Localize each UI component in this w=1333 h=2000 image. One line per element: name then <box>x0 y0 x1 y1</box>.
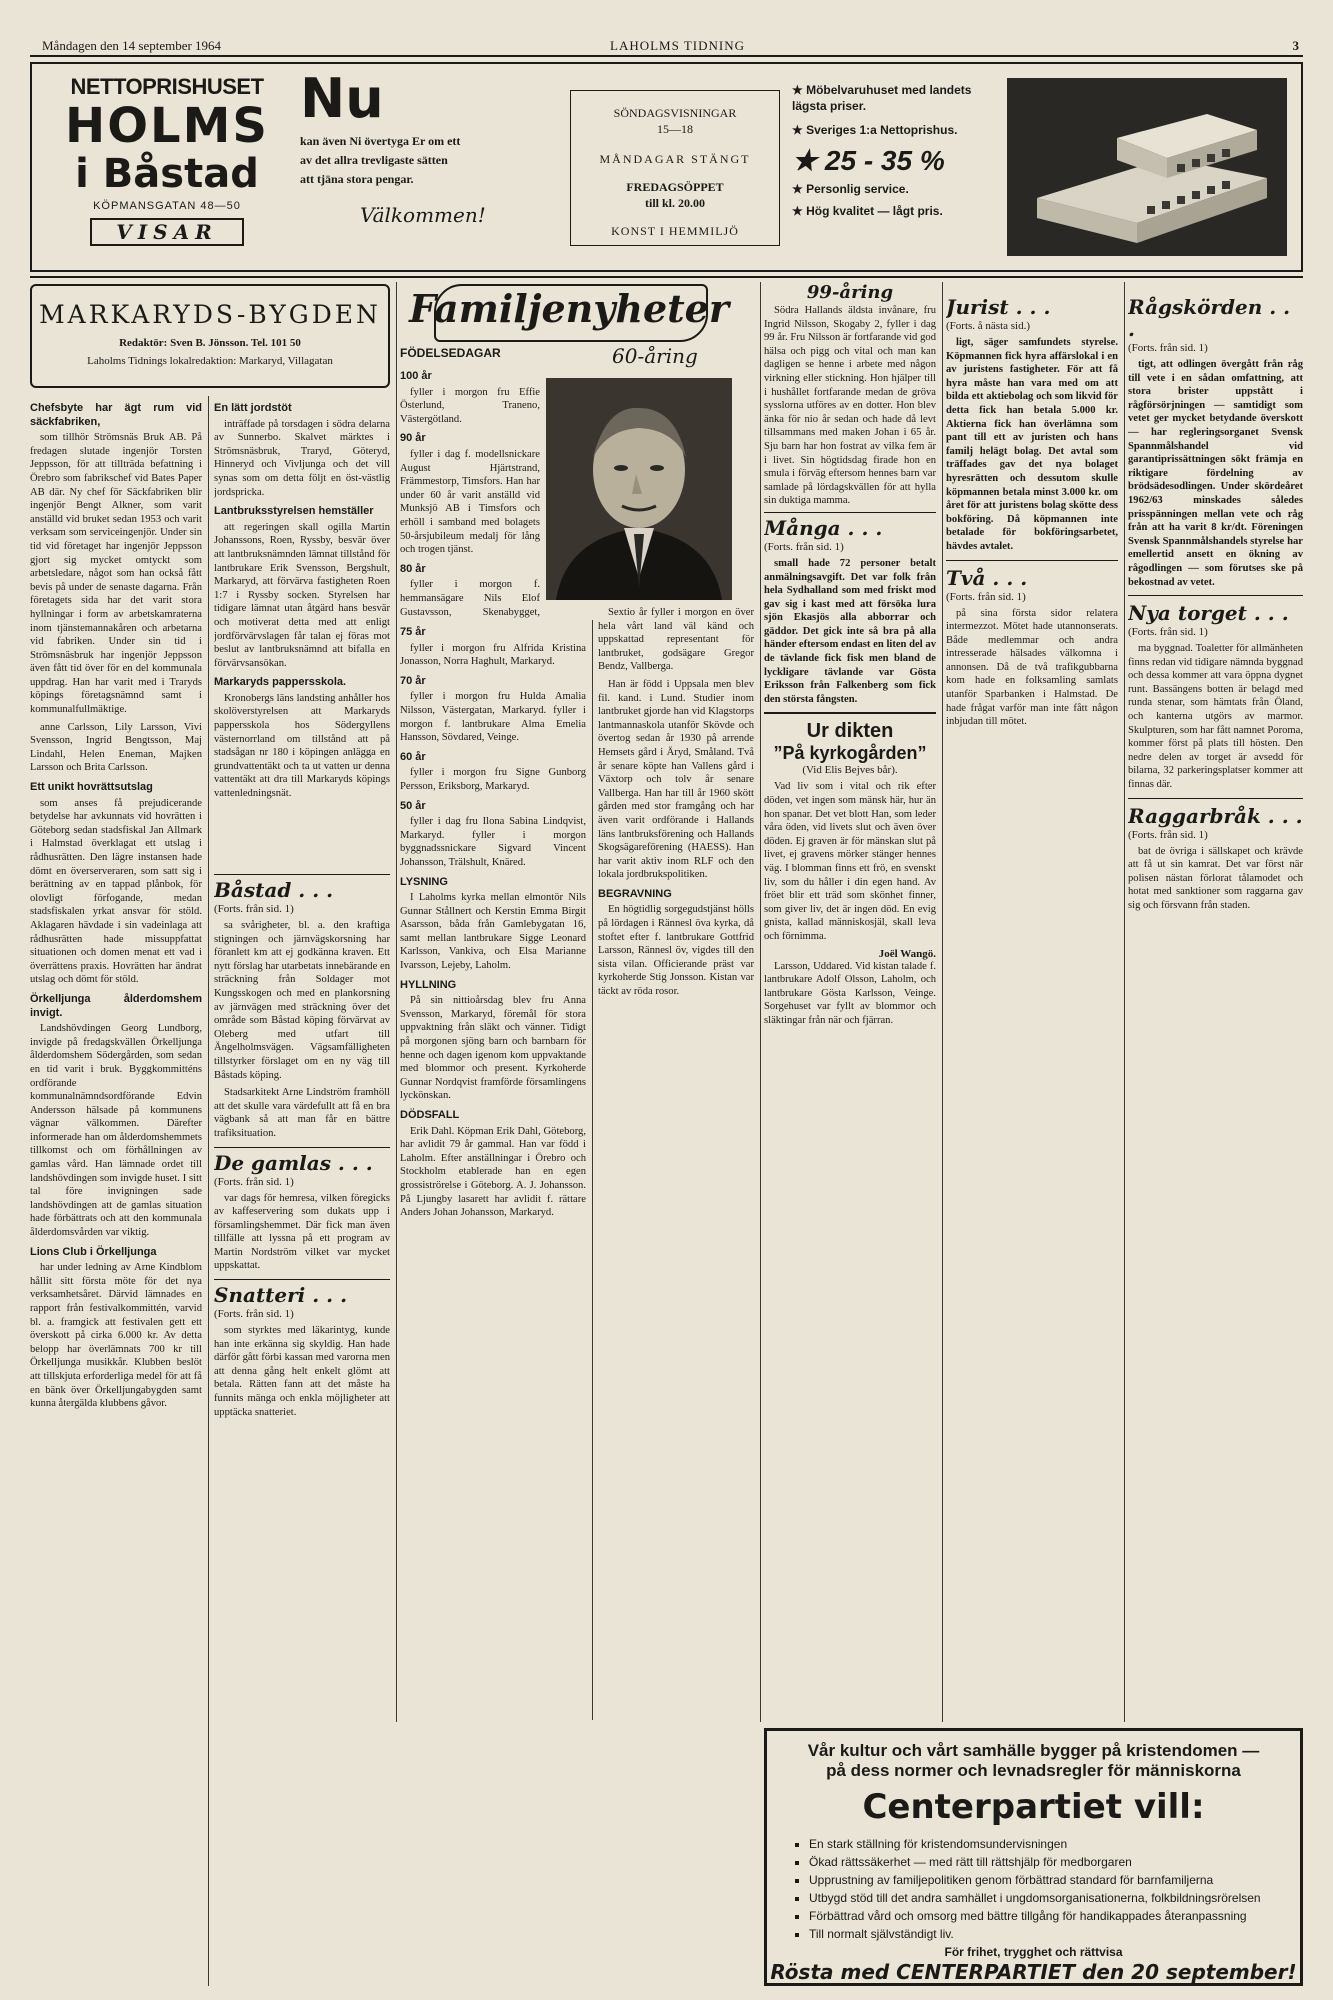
m2-h2: Markaryds pappersskola. <box>214 676 347 689</box>
manga-text: small hade 72 personer betalt anmälningsavgift. Det var folk från hela Sydhalland som med friskt mod gav sig i kast med att försöka lura sjön Ekasjös alla abborrar och gäddor. Det gick inte så bra på alla händer eftersom endast en liten del av de tävlande fick fisk men bland de lyckligare tävlande var Gösta Eriksson från Falkenberg som fick den största fångsten. <box>764 557 936 705</box>
holms-welcome: Välkommen! <box>360 203 486 227</box>
monday-label: MÅNDAGAR STÄNGT <box>599 152 751 166</box>
holms-address: KÖPMANSGATAN 48—50 <box>93 200 241 212</box>
familjenyheter-title: Familjenyheter <box>409 286 729 331</box>
tva-title: Två . . . <box>946 565 1028 590</box>
f-h7: LYSNING <box>400 875 448 888</box>
m2-p0: inträffade på torsdagen i södra delarna av Sunnerbo. Skalvet märktes i Strömsnäsbruk, Traryd, Göteryd, Hinneryd och Vivljunga och det vill synas som om detta följt en öst-västlig jordspricka. <box>214 418 390 498</box>
cp-slogan: För frihet, trygghet och rättvisa <box>944 1945 1123 1959</box>
familj-column-b <box>598 606 754 1720</box>
column-divider <box>760 282 761 1722</box>
cp-item-3: ▪ Utbygd stöd till det andra samhället i ungdomsorganisationerna, folkbildningsrörelsen <box>809 1889 1300 1907</box>
column-divider <box>396 282 397 1722</box>
markaryd-editor: Redaktör: Sven B. Jönsson. Tel. 101 50 <box>119 337 301 349</box>
manga-forts: (Forts. från sid. 1) <box>764 540 844 553</box>
f-p8: På sin nittioårsdag blev fru Anna Svensson, Markaryd, föremål för stora uppvaktning från släkt och vänner. Tidigt på morgonen sjöng barn och barnbarn för henne och dagen igenom kom uppvaktande med blommor och present. Kyrkoherde Gunnar Nordqvist framförde församlingens lyckönskan. <box>400 995 586 1102</box>
n99-title: 99-åring <box>806 282 894 303</box>
ur-sign: Joël Wangö. <box>878 947 936 960</box>
familj-column-a-top <box>400 364 540 620</box>
snatteri-title: Snatteri . . . <box>214 1283 348 1308</box>
f-p5: fyller i morgon fru Signe Gunborg Persson, Eriksborg, Markaryd. <box>400 767 586 792</box>
ad-bottom-rule <box>30 276 1303 278</box>
f-p6: fyller i dag fru Ilona Sabina Lindqvist, Markaryd. fyller i morgon byggnadssnickare Sigvard Vincent Johansson, Trälshult, Knäred. <box>400 816 586 868</box>
markaryd-masthead <box>30 284 390 388</box>
cp-line1: Vår kultur och vårt samhälle bygger på kristendomen — <box>807 1741 1260 1760</box>
ur-text: Vad liv som i vital och rik efter döden, vet ingen som mänsk här, hur än hon spanar. Det vet blott Han, som leder våra öden, vid livets slut och även över döden. Ej graven är för mänskan slut på livet, ej gravens mörker stänger hennes väg. I blomman finns ett frö, en svenskt liv, som du håller i din egen hand. Av fröet blir ett träd som skönhet finner, som giver liv, det är ingen död. En evig gnista, kallad människosjäl, skall leva och förnimma. <box>764 781 936 942</box>
f-h2: 80 år <box>400 562 426 575</box>
m2-p2: Kronobergs läns landsting anhåller hos skolöverstyrelsen att Markaryds pappersskola hos Södergyllens västernorrland om tillstånd att på stadsågan nr 180 i köpingen anlägga en grundvattentäkt och ta ut vatten ur denna vattentäkt att dra till Markaryds köpings vattenledningsnät. <box>214 692 390 800</box>
friday-time: till kl. 20.00 <box>644 196 705 210</box>
f-h0: 100 år <box>400 370 432 382</box>
ur-after: Larsson, Uddared. Vid kistan talade f. lantbrukare Adolf Olsson, Laholm, och lantbrukare Gösta Karlsson, Veinge. Sorgehuset var fyllt av blommor och släktingar från när och fjärran. <box>764 960 936 1026</box>
holms-line2: av det allra trevligaste sätten <box>300 153 448 167</box>
f-h8: HYLLNING <box>400 978 457 991</box>
right-column-3 <box>1128 282 1303 1722</box>
right-column-2 <box>946 282 1118 1722</box>
fb-p0: Han är född i Uppsala men blev fil. kand. i Lund. Studier inom lantbruket gjorde han vid Klagstorps lantmannaskola utanför Skövde och övertog sedan år 1930 på arrende Hemsets gård i Äryd, Småland. Två år senare köpte han Vallens gård i Växtorp och tolv år senare Vallberga. Han har till år 1960 skött gården med stor framgång och har även varit ordförande i Hallands läns lantbruksförening och Hallands Skogsägareförening (HAESS). Han har varit aktiv inom RLF och den lokala jordbrukspolitiken. <box>598 678 754 881</box>
cp-item-4: ▪ Förbättrad vård och omsorg med bättre tillgång för handikappades återanpassning <box>809 1907 1300 1925</box>
cp-item-2: ▪ Upprustning av familjepolitiken genom förbättrad standard för barnfamiljerna <box>809 1871 1300 1889</box>
holms-name: HOLMS <box>65 98 269 154</box>
point-2: ★ Sveriges 1:a Nettoprishus. <box>792 122 992 138</box>
column-divider <box>208 396 209 1986</box>
column-divider <box>1124 282 1125 1722</box>
bastad-title: Båstad . . . <box>214 878 334 902</box>
f-h3: 75 år <box>400 626 426 638</box>
issue-date: Måndagen den 14 september 1964 <box>42 38 222 53</box>
nya-title: Nya torget . . . <box>1128 601 1289 626</box>
ur-author: (Vid Elis Bejves bår). <box>802 764 898 777</box>
f-p0: fyller i morgon fru Effie Österlund, Traneno, Västergötland. <box>400 386 540 425</box>
snatteri-text: som styrktes med läkarintyg, kunde han inte erkänna sig skyldig. Han hade därför gått förbi kassan med varorna men att denna gång helt enkelt glömt att betala. Rätten fann att det måste ha funnits mänga och enkla möjligheter att upptäcka snatteriet. <box>214 1325 390 1418</box>
f-h4: 70 år <box>400 674 426 687</box>
fb-p1: En högtidlig sorgegudstjänst hölls på lördagen i Rännesl öva kyrka, då stoftet efter f. lantbrukare Gottfrid Larsson, Rännesl öv, vigdes till den sista vilan. Officierande präst var kyrkoherde Stig Jonsson. Kistan var täckt av röda rosor. <box>598 904 754 998</box>
paper-name: LAHOLMS TIDNING <box>610 38 746 53</box>
f-p7: I Laholms kyrka mellan elmontör Nils Gunnar Stållnert och Kerstin Emma Birgit Asarsson, båda från Gamlebygatan 16, samt mellan lantbrukare Sigge Leonard Karlsson, Vankiva, och Elsa Marianne Ivarsson, Lejeby, Laholm. <box>400 892 586 972</box>
markaryd-title: MARKARYDS-BYGDEN <box>39 300 381 329</box>
m1-p4: har under ledning av Arne Kindblom hållit sitt första möte för det nya verksamhetsåret. Därvid lämnades en rapport från festivalkommittén, varvid bl. a. framgick att festivalen gett ett överskott på cirka 6.000 kr. Av detta belopp har överlämnats 700 kr till Örkelljunga musikkår. Klubben beslöt att tillskjuta erforderliga medel för att få en bänk över Örkelljungabygden samt kunna återgälda klubbens gåvor. <box>30 1262 202 1410</box>
m1-p0: som tillhör Strömsnäs Bruk AB. På fredagen slutade ingenjör Torsten Jeppsson, för att tillträda befattning i Örebro som fabrikschef vid Bates Paper AB där. Ny chef för Säckfabriken blir ingenjör Bengt Alkner, som varit anställd vid bruket sedan 1953 och varit verksam som serviceingenjör. Under sin tid vid företaget har ingenjör Jeppsson gjort sig mycket omtyckt som arbetsledare, något som han också fått bevis på under de senaste dagarna. Från företagets sida har det varit stora hyllningar i form av arbetskamraterna inom tjänstemannakåren och arbetarna vid fabriken. Under sin tid i Strömsnäsbruk har ingenjör Jeppsson även fått tid över för en del kommunala uppdrag. Han har varit med i Traryds köpings företagsnämnd samt i kommunalfullmäktige. <box>30 432 202 716</box>
f-p3: fyller i morgon fru Alfrida Kristina Jonasson, Norra Haghult, Markaryd. <box>400 642 586 668</box>
photo-caption: Sextio år fyller i morgon en över hela vårt land väl känd och uppskattad representant för lantbruket, godsägare Gregor Bendz, Vallberga. <box>598 607 754 673</box>
f-h1: 90 år <box>400 432 426 445</box>
ragg-text: bat de övriga i sällskapet och krävde att få ut sin kamrat. Det var först när polisen nästan förlorat tålamodet och hotat med sanktioner som raggarna gav sig och försvann från staden. <box>1128 845 1303 911</box>
header-rule <box>30 55 1303 57</box>
nya-text: ma byggnad. Toaletter för allmänheten finns redan vid tidigare nämnda byggnad och dessa kommer att vara öppna dygnet runt. Bassängens botten är belagd med runda stenar, som hämtats från Öland, och kanterna utgörs av marmor. Skulpturen, som har fått namnet Poroma, kommer först på plats till hösten. Den nedre delen av torget är avsedd för bilarna, 32 parkeringsplatser kommer att finnas där. <box>1128 643 1303 791</box>
visar-label: VISAR <box>116 220 218 244</box>
portrait-photo <box>546 378 732 600</box>
gamlas-text: var dags för hemresa, vilken föregicks av kaffeservering som dukats upp i församlingshemmet. Där fick man även tillfälle att lyssna på ett program av Martin Nordström vilket var mycket uppskattat. <box>214 1192 390 1272</box>
man-portrait-icon <box>546 378 732 600</box>
bastad-forts: (Forts. från sid. 1) <box>214 903 294 915</box>
m1-p2: som anses få prejudicerande betydelse har avkunnats vid hovrätten i Göteborg sedan stadsfiskal Jan Allmark i Halmstad överklagat ett utslag i rådhusrätten. Den lägre instansen hade dömt en överserveraren, som satt sig i berättning av en tappad plånbok, för olovligt förfogande, medan stadsfiskalen yrkat ansvar för stöld. Aklagaren hävdade i sin vadeinlaga att rådhusrätten hade missuppfattat situationen och domen menat ett vad i överrättens praxis. Hovrätten har ändrat utslag och dömt för stöld. <box>30 797 202 986</box>
snatteri-forts: (Forts. från sid. 1) <box>214 1308 294 1321</box>
bastad-byggn: Stadsarkitekt Arne Lindström framhöll att det skulle vara värdefullt att få en bra vägbank så att man får en bättre trafiksituation. <box>214 1087 390 1139</box>
fodelsedagar-heading: FÖDELSEDAGAR <box>400 346 501 360</box>
m1-p3: Landshövdingen Georg Lundborg, invigde på fredagskvällen Örkelljunga ålderdomshem Södergården, som sedan en tid varit i bruk. Byggkommitténs ordförande kommunalnämndsordförande Edvin Andersson hälsade på kommunens vägnar välkommen. Därefter informerade han om ålderdomshemmets tillkomst och om förhållningen av gamlas vård. Han lämnade ordet till landshövdingen som invigde huset. I sitt tal före invigningen sade landshövdingen att de gamlas situation hade förbättrats och att den kommunala ålderdomsvården var viktig. <box>30 1023 202 1239</box>
m1-h3: Örkelljunga ålderdomshem invigt. <box>30 992 202 1019</box>
m2-h0: En lätt jordstöt <box>214 402 292 414</box>
holms-advertisement <box>30 62 1303 272</box>
m1-p1: anne Carlsson, Lily Larsson, Vivi Svensson, Ingrid Bengtsson, Maj Lindahl, Helen Eneman, Majken Larsson och Brita Carlsson. <box>30 721 202 774</box>
ragg-title: Raggarbråk . . . <box>1128 803 1303 828</box>
sextio-heading: 60-åring <box>612 344 698 368</box>
markaryd-column-1 <box>30 396 202 1986</box>
bastad-text: sa svårigheter, bl. a. den kraftiga stigningen och järnvägskorsning har föranlett km att ej godkänna kraven. Ett nytt förslag har utarbetats innebärande en sträckning från Soldager mot Kungsskogen och med en plankorsning av järnvägen med sträckning över det område som Båstad köping förvärvat av Oleberg med utfart till Ängelholmsvägen. Vägsamfälligheten tillstyrker förslaget om en ny väg till Båstads köping. <box>214 920 390 1081</box>
m2-p1: att regeringen skall ogilla Martin Johanssons, Roen, Ryssby, besvär över att lantbruksnämnden lämnat tillstånd för lantbrukare Erik Svensson, Bergshult, Markaryd, att förvärva fastigheten Roen 1:7 i Ryssby socken. Styrelsen har tidigare lämnat utan åtgärd hans besvär och motiverat detta med att enligt jordförvärvslagen får talan ej föras mot beslut av lantbruksnämnd att bifalla en förvärvsansökan. <box>214 521 390 669</box>
cp-line2: på dess normer och levnadsregler för människorna <box>826 1761 1241 1780</box>
n99-text: Södra Hallands äldsta invånare, fru Ingrid Nilsson, Skogaby 2, fyller i dag 99 år. Fru Nilsson är fortfarande vid god hälsa och pigg och vital och man kan dagligen se henne i arbete med någon virkning eller stickning. Hon hjälper till i hushållet fortfarande medan de gröva sysslorna utföres av en dotter. Hon blev änka för nio år sedan och hade då levt tillsammans med maken Johan i 65 år. Sju barn har hon fostrat av vilka fem är i livet. Sin högtidsdag firade hon en smula i förväg eftersom hennes barn var samlade på lördagskvällen för att hylla sin duktiga mamma. <box>764 305 936 507</box>
tva-forts: (Forts. från sid. 1) <box>946 590 1026 603</box>
m1-h4: Lions Club i Örkelljunga <box>30 1245 157 1258</box>
ragskorden-forts: (Forts. från sid. 1) <box>1128 342 1208 354</box>
f-h9: DÖDSFALL <box>400 1109 460 1121</box>
holms-nu: Nu <box>300 67 384 130</box>
cp-item-1: ▪ Ökad rättssäkerhet — med rätt till rättshjälp för medborgaren <box>809 1853 1300 1871</box>
column-divider <box>942 282 943 1722</box>
point-3: ★ 25 - 35 % <box>792 144 992 178</box>
m1-h0: Chefsbyte har ägt rum vid säckfabriken, <box>30 402 202 428</box>
markaryd-column-2 <box>214 396 390 884</box>
holms-top: NETTOPRISHUSET <box>70 74 264 99</box>
jurist-text: ligt, säger samfundets styrelse. Köpmannen fick hyra affärslokal i en av juristens fastigheter. För att få hyra måste han vara med om att bilda ett aktiebolag och som likvid för detta fick han betala 5.000 kr. Aktierna fick han överlämna som pant till ett av juristen och hans familj helägt bolag. Det avtal som träffades gav det nya bolaget hyresrätten och dessutom skulle köpmannen betala minst 3.000 kr. om året för att juristens bolag skötte dess bokföring. Då köpmannen inte betalade för bokföringsarbetet, hävdes avtalet. <box>946 337 1118 552</box>
familj-column-a <box>400 620 586 1720</box>
store-building-icon <box>1007 78 1287 256</box>
holms-points <box>792 82 992 222</box>
f-p2: fyller i morgon f. hemmansägare Nils Elof Gustavsson, Skenabygget, <box>400 579 540 618</box>
jurist-title: Jurist . . . <box>946 295 1051 319</box>
sunday-time: 15—18 <box>657 122 693 136</box>
m1-h2: Ett unikt hovrättsutslag <box>30 781 153 794</box>
cp-vote: Rösta med CENTERPARTIET den 20 september! <box>770 1960 1297 1984</box>
opening-hours-box <box>570 90 780 246</box>
ur-title: Ur dikten <box>806 720 894 743</box>
gamlas-title: De gamlas . . . <box>214 1150 373 1175</box>
fb-h1: BEGRAVNING <box>598 887 672 900</box>
holms-line3: att tjäna stora pengar. <box>300 172 414 186</box>
f-p9: Erik Dahl. Köpman Erik Dahl, Göteborg, har avlidit 79 år gammal. Han var född i Laholm. Efter anställningar i Örebro och Stockholm etablerade han en egen grossiströrelse i Göteborg. A. J. Johansson. På Ljungby lasarett har avlidit f. rättare Anders Johan Johansson, Markaryd. <box>400 1125 586 1219</box>
manga-title: Många . . . <box>764 515 883 540</box>
visar-box <box>90 218 244 246</box>
familjenyheter-banner <box>404 282 734 344</box>
f-p4: fyller i morgon fru Hulda Amalia Nilsson, Västergatan, Markaryd. fyller i morgon f. lantbrukare Alma Emelia Hansson, Sövdared, Veinge. <box>400 691 586 744</box>
holms-line1: kan även Ni övertyga Er om ett <box>300 134 461 148</box>
konst-label: KONST I HEMMILJÖ <box>611 224 739 238</box>
point-1: ★ Möbelvaruhuset med landets lägsta priser. <box>792 82 992 114</box>
tva-text: på sina första sidor relatera intermezzot. Mötet hade utannonserats. Både medlemmar och andra intresserade hälsades välkomna i annonsen. Då de två trafikgubbarna kom hade en folksamling samlats utanför Sparbanken i Halmstad. De hade frågat varför man inte fått någon inbjudan till mötet. <box>946 607 1118 728</box>
gamlas-forts: (Forts. från sid. 1) <box>214 1175 294 1188</box>
point-4: ★ Personlig service. <box>792 178 992 200</box>
page-number: 3 <box>1292 38 1299 53</box>
store-building-illustration <box>1007 78 1287 256</box>
jurist-forts: (Forts. å nästa sid.) <box>946 320 1031 332</box>
ragskorden-text: tigt, att odlingen övergått från råg till vete i en sådan omfattning, att stora brister uppstått i rågförsörjningen — samtidigt som vetet ger mycket betydande överskott — har regleringsorganet Svensk Spannmålshandel vid garantiprissättningen sökt främja en riktigare fördelning av brödsädesodlingen. Under skördeåret 1962/63 minskades således prisspänningen mellan vete och råg från att ha varit 8 kr/dt. Föreningen Svensk Spannmålshandels styrelse har emellertid ansett en ökning av rågodlingen — som förutses ske på bekostnad av vetet. <box>1128 359 1303 588</box>
f-h6: 50 år <box>400 799 426 812</box>
ur-sub: ”På kyrkogården” <box>773 743 927 764</box>
cp-title: Centerpartiet vill: <box>862 1787 1205 1827</box>
point-5: ★ Hög kvalitet — lågt pris. <box>792 200 992 222</box>
sunday-label: SÖNDAGSVISNINGAR <box>613 106 737 120</box>
cp-item-0: ▪ En stark ställning för kristendomsundervisningen <box>809 1835 1300 1853</box>
holms-place: i Båstad <box>75 151 259 197</box>
friday-label: FREDAGSÖPPET <box>626 180 724 194</box>
nya-forts: (Forts. från sid. 1) <box>1128 626 1208 639</box>
column-divider <box>592 620 593 1720</box>
f-h5: 60 år <box>400 750 426 763</box>
ragg-forts: (Forts. från sid. 1) <box>1128 828 1208 841</box>
m2-h1: Lantbruksstyrelsen hemställer <box>214 505 374 518</box>
ragskorden-title: Rågskörden . . . <box>1128 295 1291 341</box>
right-column-1 <box>764 282 936 1722</box>
bastad-column <box>214 874 390 1986</box>
cp-item-5: ▪ Till normalt självständigt liv. <box>809 1925 1300 1943</box>
markaryd-sub: Laholms Tidnings lokalredaktion: Markaryd, Villagatan <box>87 355 333 367</box>
centerpartiet-advertisement <box>764 1728 1303 1986</box>
f-p1: fyller i dag f. modellsnickare August Hjärtstrand, Främmestorp, Timsfors. Han har under 60 år varit anställd vid Munksjö AB i Timsfors och erhöll i samband med bolagets 50-årsjubileum medalj för lång och trogen tjänst. <box>400 448 540 556</box>
